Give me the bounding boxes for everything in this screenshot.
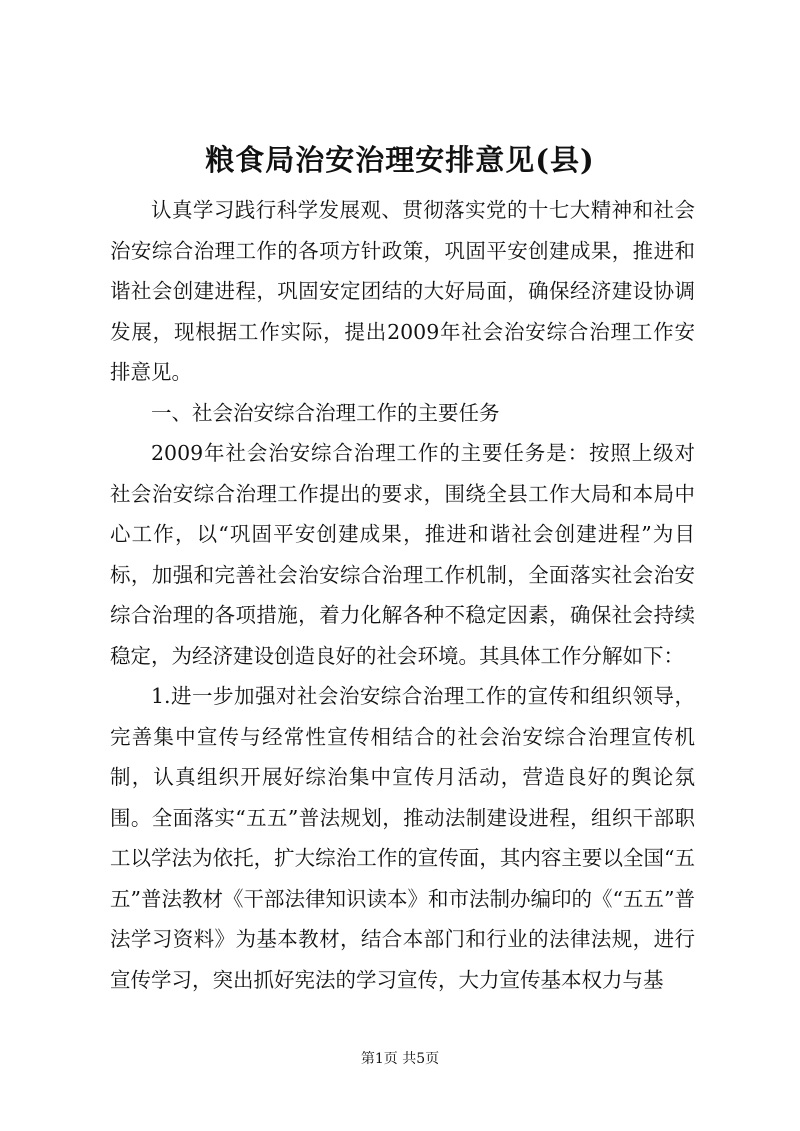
tasks-paragraph: 2009年社会治安综合治理工作的主要任务是：按照上级对社会治安综合治理工作提出的要求，围绕全县工作大局和本局中心工作，以“巩固平安创建成果，推进和谐社会创建进程”为目标，加强和完善社会治安综合治理工作机制，全面落实社会治安综合治理的各项措施，着力化解各种不稳定因素，确保社会持续稳定，为经济建设创造良好的社会环境。其具体工作分解如下： [110,441,695,668]
page-footer [0,1049,800,1069]
page-number: 第1页 [360,1051,398,1067]
section-heading: 一、社会治安综合治理工作的主要任务 [151,400,500,425]
document-body [110,190,695,1000]
page-total: 共5页 [402,1051,440,1067]
item-1-paragraph: 1.进一步加强对社会治安综合治理工作的宣传和组织领导，完善集中宣传与经常性宣传相结合的社会治安综合治理宣传机制，认真组织开展好综治集中宣传月活动，营造良好的舆论氛围。全面落实“五五”普法规划，推动法制建设进程，组织干部职工以学法为依托，扩大综治工作的宣传面，其内容主要以全国“五五”普法教材《干部法律知识读本》和市法制办编印的《“五五”普法学习资料》为基本教材，结合本部门和行业的法律法规，进行宣传学习，突出抓好宪法的学习宣传，大力宣传基本权力与基 [110,684,695,992]
intro-paragraph: 认真学习践行科学发展观、贯彻落实党的十七大精神和社会治安综合治理工作的各项方针政策，巩固平安创建成果，推进和谐社会创建进程，巩固安定团结的大好局面，确保经济建设协调发展，现根据工作实际，提出2009年社会治安综合治理工作安排意见。 [110,198,695,384]
document-title: 粮食局治安治理安排意见(县) [205,143,595,177]
